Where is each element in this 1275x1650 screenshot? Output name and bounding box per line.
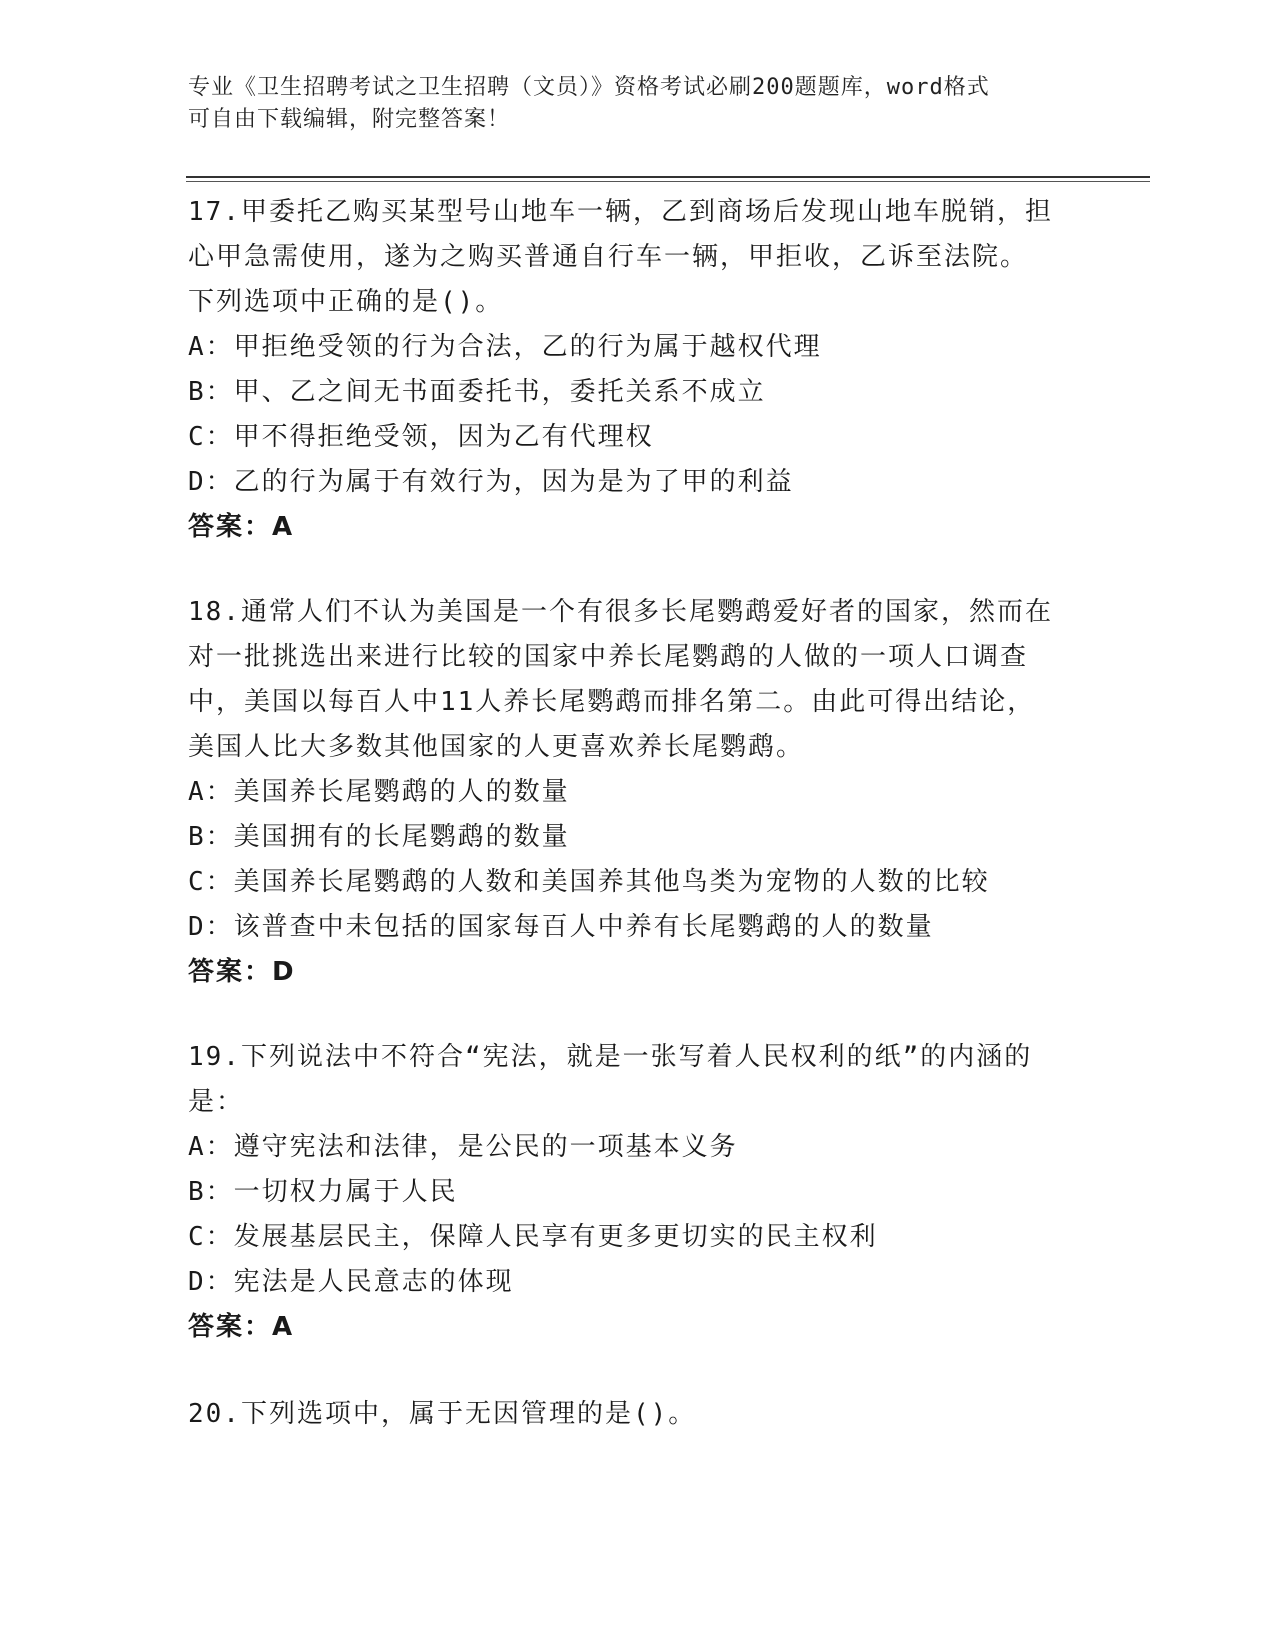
question-stem-line: 心甲急需使用，遂为之购买普通自行车一辆，甲拒收，乙诉至法院。	[188, 242, 1029, 272]
question-20	[188, 1392, 696, 1437]
header-divider-thin	[186, 181, 1150, 182]
question-18	[188, 590, 1053, 995]
header-line-2: 可自由下载编辑，附完整答案！	[188, 107, 511, 132]
document-header	[188, 72, 1068, 136]
question-stem-line: 19.下列说法中不符合“宪法，就是一张写着人民权利的纸”的内涵的	[188, 1042, 1033, 1072]
option-c: C：美国养长尾鹦鹉的人数和美国养其他鸟类为宠物的人数的比较	[188, 867, 990, 897]
question-stem-line: 20.下列选项中，属于无因管理的是()。	[188, 1399, 697, 1429]
question-stem-line: 是：	[188, 1087, 245, 1117]
question-17	[188, 190, 1053, 550]
option-d: D：宪法是人民意志的体现	[188, 1267, 514, 1297]
option-c: C：发展基层民主，保障人民享有更多更切实的民主权利	[188, 1222, 878, 1252]
option-b: B：一切权力属于人民	[188, 1177, 458, 1207]
question-stem-line: 18.通常人们不认为美国是一个有很多长尾鹦鹉爱好者的国家，然而在	[188, 597, 1053, 627]
option-a: A：甲拒绝受领的行为合法，乙的行为属于越权代理	[188, 332, 822, 362]
option-a: A：遵守宪法和法律，是公民的一项基本义务	[188, 1132, 738, 1162]
question-stem-line: 17.甲委托乙购买某型号山地车一辆，乙到商场后发现山地车脱销，担	[188, 197, 1053, 227]
header-divider-thick	[186, 176, 1150, 178]
option-b: B：甲、乙之间无书面委托书，委托关系不成立	[188, 377, 766, 407]
question-stem-line: 对一批挑选出来进行比较的国家中养长尾鹦鹉的人做的一项人口调查	[188, 642, 1029, 672]
option-c: C：甲不得拒绝受领，因为乙有代理权	[188, 422, 654, 452]
option-b: B：美国拥有的长尾鹦鹉的数量	[188, 822, 570, 852]
question-19	[188, 1035, 1032, 1350]
answer-line: 答案：A	[188, 512, 295, 542]
option-a: A：美国养长尾鹦鹉的人的数量	[188, 777, 570, 807]
header-line-1: 专业《卫生招聘考试之卫生招聘（文员）》资格考试必刷200题题库，word格式	[188, 75, 990, 100]
option-d: D：该普查中未包括的国家每百人中养有长尾鹦鹉的人的数量	[188, 912, 934, 942]
question-stem-line: 中，美国以每百人中11人养长尾鹦鹉而排名第二。由此可得出结论，	[188, 687, 1036, 717]
answer-line: 答案：D	[188, 957, 296, 987]
question-stem-line: 美国人比大多数其他国家的人更喜欢养长尾鹦鹉。	[188, 732, 805, 762]
question-stem-line: 下列选项中正确的是()。	[188, 287, 504, 317]
option-d: D：乙的行为属于有效行为，因为是为了甲的利益	[188, 467, 794, 497]
answer-line: 答案：A	[188, 1312, 295, 1342]
